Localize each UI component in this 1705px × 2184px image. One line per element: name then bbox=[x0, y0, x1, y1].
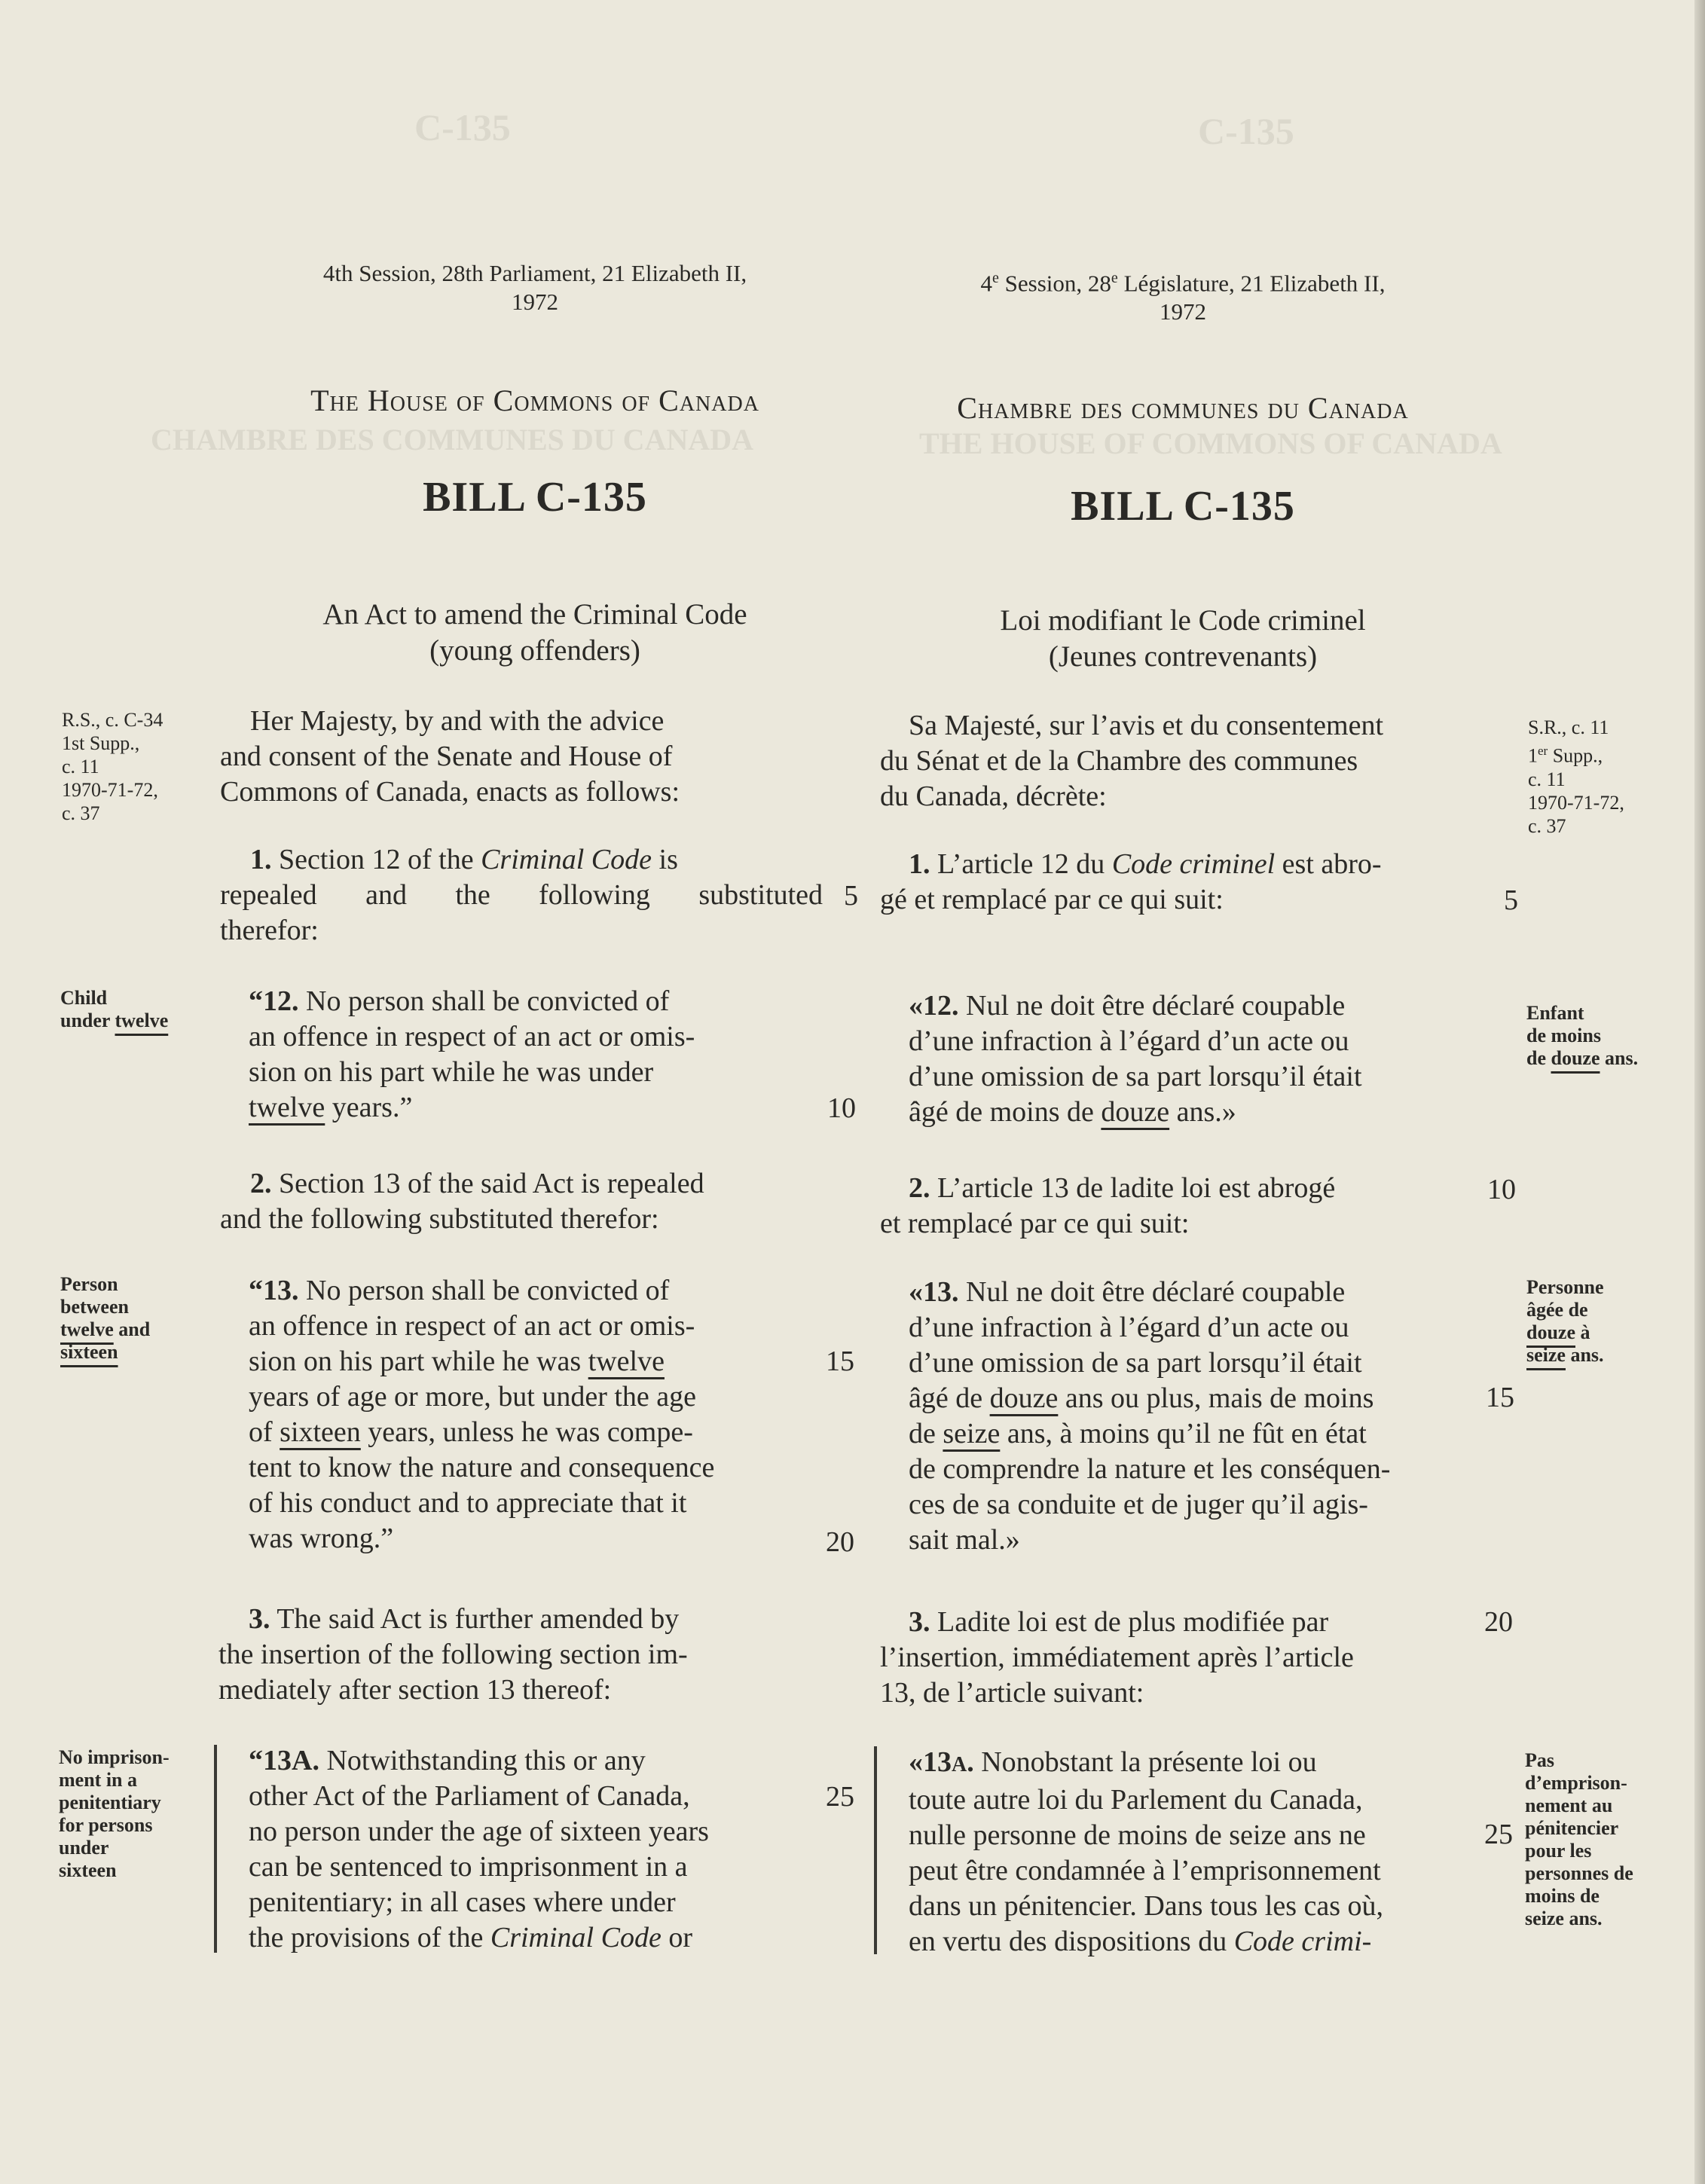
note-line: between bbox=[60, 1296, 129, 1318]
en-line-number-15: 15 bbox=[826, 1346, 854, 1377]
text-line: 1. Section 12 of the Criminal Code is bbox=[250, 844, 678, 875]
note-line: Pas bbox=[1525, 1749, 1554, 1771]
right-note-citation bbox=[1528, 716, 1679, 838]
note-line: 1st Supp., bbox=[62, 732, 140, 754]
note-line: R.S., c. C-34 bbox=[62, 709, 163, 731]
text-line: d’une omission de sa part lorsqu’il était bbox=[909, 1347, 1362, 1379]
fr-house-title: Chambre des communes du Canada bbox=[957, 391, 1409, 425]
text-line: “13. No person shall be convicted of bbox=[249, 1275, 670, 1306]
text-line: «13A. Nonobstant la présente loi ou bbox=[909, 1746, 1317, 1778]
note-line: c. 11 bbox=[62, 756, 99, 777]
text-line: du Canada, décrète: bbox=[880, 780, 1107, 812]
text-line: et remplacé par ce qui suit: bbox=[880, 1208, 1190, 1239]
text-line: d’une infraction à l’égard d’un acte ou bbox=[909, 1312, 1349, 1343]
text-line: of his conduct and to appreciate that it bbox=[249, 1487, 687, 1519]
text-line: an offence in respect of an act or omis- bbox=[249, 1310, 695, 1342]
text-line: toute autre loi du Parlement du Canada, bbox=[909, 1784, 1363, 1816]
text-line: de comprendre la nature et les conséquen- bbox=[909, 1453, 1391, 1485]
text-line: no person under the age of sixteen years bbox=[249, 1816, 709, 1847]
fr-act-subtitle-line: (Jeunes contrevenants) bbox=[1048, 640, 1318, 673]
en-act-title bbox=[211, 597, 859, 669]
right-note-enfant bbox=[1526, 1002, 1700, 1070]
left-note-child bbox=[60, 987, 226, 1032]
fr-session-header bbox=[866, 264, 1499, 326]
text-line: d’une omission de sa part lorsqu’il était bbox=[909, 1061, 1362, 1092]
note-line: seize ans. bbox=[1526, 1344, 1604, 1366]
text-line: en vertu des dispositions du Code crimi- bbox=[909, 1926, 1372, 1957]
fr-bill-number: BILL C-135 bbox=[1071, 483, 1295, 530]
text-line: penitentiary; in all cases where under bbox=[249, 1886, 676, 1918]
text-line: gé et remplacé par ce qui suit: bbox=[880, 884, 1224, 915]
fr-new-section-13a bbox=[909, 1745, 1483, 1959]
text-line: 1. L’article 12 du Code criminel est abro- bbox=[909, 848, 1382, 880]
text-line: “13A. Notwithstanding this or any bbox=[249, 1745, 646, 1776]
text-line: «13. Nul ne doit être déclaré coupable bbox=[909, 1276, 1346, 1308]
en-act-subtitle-line: (young offenders) bbox=[429, 634, 640, 667]
text-line: was wrong.” bbox=[249, 1523, 394, 1554]
fr-new-section-13 bbox=[909, 1275, 1483, 1558]
note-line: 1970-71-72, bbox=[1528, 791, 1624, 814]
text-line: “12. No person shall be convicted of bbox=[249, 985, 670, 1017]
note-line: sixteen bbox=[59, 1859, 117, 1881]
fr-section-3 bbox=[880, 1605, 1483, 1711]
note-line: under bbox=[59, 1837, 109, 1859]
en-section-3 bbox=[218, 1602, 823, 1708]
right-note-personne bbox=[1526, 1276, 1700, 1367]
note-line: under twelve bbox=[60, 1010, 169, 1031]
en-revision-bar bbox=[214, 1745, 217, 1953]
en-section-2 bbox=[220, 1166, 823, 1237]
text-line: peut être condamnée à l’emprisonnement bbox=[909, 1855, 1381, 1886]
en-new-section-12 bbox=[249, 984, 823, 1126]
text-line: the provisions of the Criminal Code or bbox=[249, 1922, 692, 1953]
left-note-person bbox=[60, 1273, 226, 1364]
text-line: l’insertion, immédiatement après l’article bbox=[880, 1642, 1354, 1673]
en-line-number-10: 10 bbox=[827, 1092, 856, 1124]
fr-enacting-clause bbox=[880, 708, 1483, 814]
fr-new-section-12 bbox=[909, 988, 1483, 1130]
text-line: the insertion of the following section im- bbox=[218, 1639, 688, 1670]
note-line: S.R., c. 11 bbox=[1528, 716, 1609, 738]
text-line: dans un pénitencier. Dans tous les cas où, bbox=[909, 1890, 1384, 1922]
fr-line-number-5: 5 bbox=[1504, 884, 1518, 916]
en-act-title-line: An Act to amend the Criminal Code bbox=[322, 598, 747, 631]
en-session-header bbox=[211, 259, 859, 316]
right-note-pas bbox=[1525, 1749, 1698, 1930]
note-line: personnes de bbox=[1525, 1862, 1633, 1884]
en-section-1 bbox=[220, 842, 823, 948]
fr-section-2 bbox=[880, 1171, 1483, 1242]
text-line: Her Majesty, by and with the advice bbox=[250, 705, 665, 737]
note-line: moins de bbox=[1525, 1885, 1600, 1907]
text-line: tent to know the nature and consequence bbox=[249, 1452, 715, 1483]
text-line: 3. The said Act is further amended by bbox=[249, 1603, 680, 1635]
note-line: twelve and bbox=[60, 1318, 151, 1340]
note-line: sixteen bbox=[60, 1341, 118, 1363]
text-line: 3. Ladite loi est de plus modifiée par bbox=[909, 1606, 1329, 1638]
note-line: douze à bbox=[1526, 1321, 1590, 1343]
note-line: for persons bbox=[59, 1814, 153, 1836]
en-new-section-13 bbox=[249, 1273, 823, 1556]
note-line: de douze ans. bbox=[1526, 1047, 1639, 1069]
note-line: 1er Supp., bbox=[1528, 744, 1603, 767]
note-line: d’emprison- bbox=[1525, 1772, 1627, 1794]
fr-revision-bar bbox=[874, 1746, 877, 1954]
note-line: pénitencier bbox=[1525, 1817, 1619, 1839]
text-line: 2. Section 13 of the said Act is repealed bbox=[250, 1168, 704, 1199]
text-line: âgé de moins de douze ans.» bbox=[909, 1096, 1236, 1128]
fr-line-number-15: 15 bbox=[1486, 1382, 1514, 1413]
en-bill-number: BILL C-135 bbox=[423, 474, 647, 521]
en-line-number-25: 25 bbox=[826, 1781, 854, 1813]
note-line: penitentiary bbox=[59, 1791, 161, 1813]
note-line: âgée de bbox=[1526, 1299, 1588, 1321]
text-line: and consent of the Senate and House of bbox=[220, 741, 673, 772]
text-line: d’une infraction à l’égard d’un acte ou bbox=[909, 1025, 1349, 1057]
en-year-line: 1972 bbox=[512, 289, 558, 315]
text-line: Sa Majesté, sur l’avis et du consentement bbox=[909, 710, 1384, 741]
text-line: du Sénat et de la Chambre des communes bbox=[880, 745, 1358, 777]
text-line: repealed and the following substituted bbox=[220, 879, 823, 911]
en-new-section-13a bbox=[249, 1743, 823, 1956]
fr-section-1 bbox=[880, 847, 1483, 918]
note-line: Enfant bbox=[1526, 1002, 1584, 1024]
text-line: 13, de l’article suivant: bbox=[880, 1677, 1144, 1709]
en-line-number-5: 5 bbox=[844, 880, 858, 912]
fr-act-title bbox=[866, 603, 1499, 675]
note-line: de moins bbox=[1526, 1025, 1601, 1046]
fr-session-line: 4e Session, 28e Législature, 21 Elizabeth II, bbox=[980, 270, 1386, 297]
text-line: can be sentenced to imprisonment in a bbox=[249, 1851, 688, 1883]
text-line: nulle personne de moins de seize ans ne bbox=[909, 1819, 1366, 1851]
text-line: sion on his part while he was under bbox=[249, 1056, 654, 1088]
text-line: sion on his part while he was twelve bbox=[249, 1346, 665, 1377]
note-line: Child bbox=[60, 987, 108, 1009]
note-line: Personne bbox=[1526, 1276, 1604, 1298]
note-line: Person bbox=[60, 1273, 118, 1295]
text-line: of sixteen years, unless he was compe- bbox=[249, 1416, 693, 1448]
text-line: and the following substituted therefor: bbox=[220, 1203, 659, 1235]
text-line: therefor: bbox=[220, 915, 319, 946]
note-line: ment in a bbox=[59, 1769, 137, 1791]
en-house-title: The House of Commons of Canada bbox=[310, 383, 759, 417]
text-line: de seize ans, à moins qu’il ne fût en état bbox=[909, 1418, 1367, 1449]
note-line: No imprison- bbox=[59, 1746, 170, 1768]
note-line: c. 37 bbox=[1528, 814, 1566, 837]
note-line: nement au bbox=[1525, 1795, 1613, 1816]
text-line: twelve years.” bbox=[249, 1092, 413, 1123]
fr-year-line: 1972 bbox=[1160, 298, 1206, 325]
fr-line-number-20: 20 bbox=[1484, 1606, 1513, 1638]
fr-line-number-25: 25 bbox=[1484, 1819, 1513, 1850]
note-line: c. 11 bbox=[1528, 768, 1566, 790]
text-line: Commons of Canada, enacts as follows: bbox=[220, 776, 680, 808]
text-line: âgé de douze ans ou plus, mais de moins bbox=[909, 1382, 1374, 1414]
en-session-line: 4th Session, 28th Parliament, 21 Elizabeth II, bbox=[322, 260, 747, 286]
bleed-through-ghost: C-135 bbox=[414, 106, 511, 148]
text-line: an offence in respect of an act or omis- bbox=[249, 1021, 695, 1052]
left-note-prison bbox=[59, 1746, 225, 1882]
text-line: other Act of the Parliament of Canada, bbox=[249, 1780, 690, 1812]
text-line: years of age or more, but under the age bbox=[249, 1381, 697, 1413]
left-note-citation bbox=[62, 708, 212, 825]
fr-line-number-10: 10 bbox=[1487, 1174, 1516, 1205]
text-line: ces de sa conduite et de juger qu’il agis- bbox=[909, 1489, 1368, 1520]
note-line: seize ans. bbox=[1525, 1908, 1603, 1929]
text-line: «12. Nul ne doit être déclaré coupable bbox=[909, 990, 1346, 1022]
bleed-through-ghost: CHAMBRE DES COMMUNES DU CANADA bbox=[151, 423, 753, 457]
text-line: mediately after section 13 thereof: bbox=[218, 1674, 612, 1706]
text-line: 2. L’article 13 de ladite loi est abrogé bbox=[909, 1172, 1336, 1204]
fr-act-title-line: Loi modifiant le Code criminel bbox=[1000, 604, 1366, 637]
en-line-number-20: 20 bbox=[826, 1526, 854, 1558]
bleed-through-ghost: THE HOUSE OF COMMONS OF CANADA bbox=[919, 426, 1502, 460]
note-line: c. 37 bbox=[62, 802, 100, 824]
text-line: sait mal.» bbox=[909, 1524, 1020, 1556]
note-line: 1970-71-72, bbox=[62, 779, 158, 801]
en-enacting-clause bbox=[220, 704, 823, 810]
bleed-through-ghost: C-135 bbox=[1198, 110, 1294, 152]
note-line: pour les bbox=[1525, 1840, 1592, 1862]
